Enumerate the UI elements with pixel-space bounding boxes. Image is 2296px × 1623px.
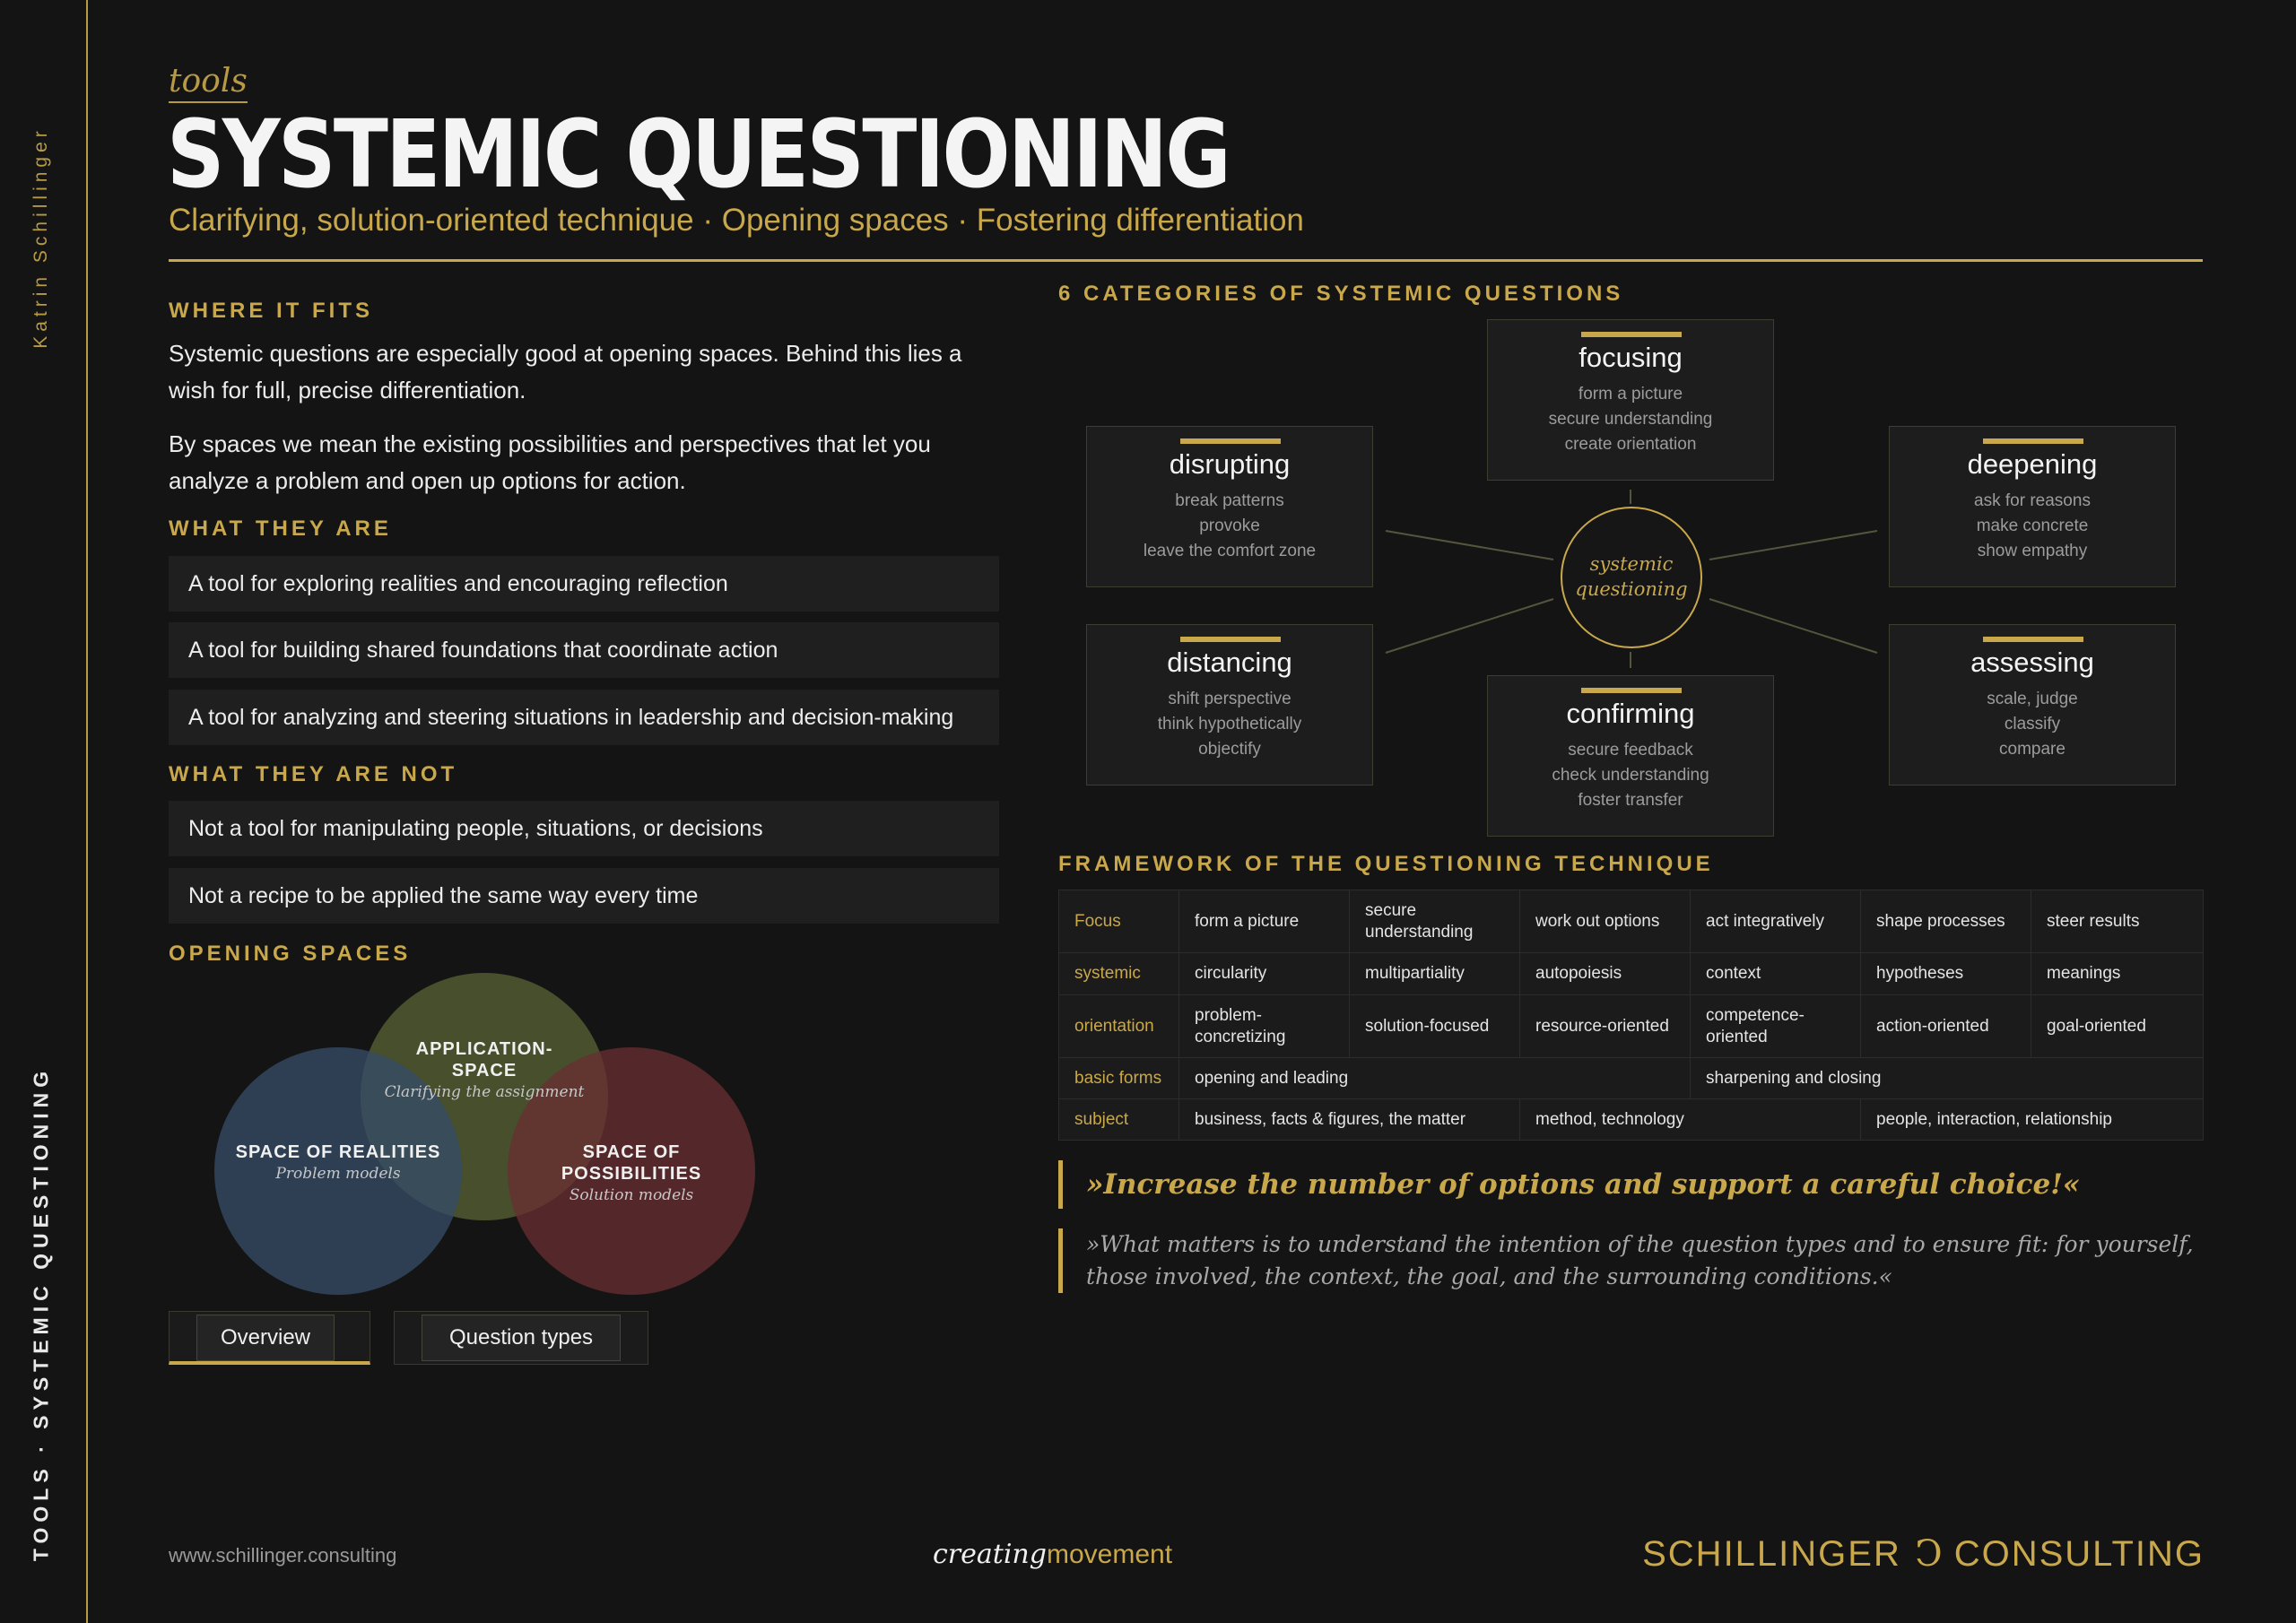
list-item: A tool for building shared foundations that coordinate action	[169, 622, 999, 678]
where-paragraph-2: By spaces we mean the existing possibilities and perspectives that let you analyze a problem and open up options for action.	[169, 430, 931, 494]
category-deepening	[1889, 426, 2176, 587]
category-title: focusing	[1578, 342, 1683, 373]
row-header-basic-forms: basic forms	[1059, 1058, 1179, 1099]
row-header-focus: Focus	[1059, 890, 1179, 953]
tagline-creating: creating	[933, 1539, 1047, 1570]
page-title: SYSTEMIC QUESTIONING	[167, 100, 1230, 209]
table-cell: problem-concretizing	[1179, 995, 1350, 1058]
categories-heading: 6 CATEGORIES OF SYSTEMIC QUESTIONS	[1058, 282, 1624, 306]
table-cell: steer results	[2031, 890, 2204, 953]
tab-overview-label[interactable]: Overview	[196, 1315, 335, 1361]
footer-brand-logo: SCHILLINGER C CONSULTING	[1642, 1533, 2205, 1575]
category-disrupting	[1086, 426, 1373, 587]
table-cell: goal-oriented	[2031, 995, 2204, 1058]
table-cell: method, technology	[1520, 1099, 1861, 1141]
highlight-quote: »Increase the number of options and support a careful choice!«	[1058, 1160, 2080, 1209]
page-kicker: tools	[169, 63, 248, 103]
page-subtitle: Clarifying, solution-oriented technique · Opening spaces · Fostering differentiation	[169, 203, 1304, 238]
secondary-quote: »What matters is to understand the intention of the question types and to ensure fit: for yourself, those involved, the context, the goal, and the surrounding conditions.«	[1058, 1228, 2203, 1293]
realities-space-label: SPACE OF REALITIES	[235, 1142, 441, 1162]
table-cell: sharpening and closing	[1691, 1058, 2204, 1099]
are-heading: WHAT THEY ARE	[169, 516, 392, 541]
table-cell: form a picture	[1179, 890, 1350, 953]
table-cell: shape processes	[1861, 890, 2031, 953]
category-line: compare	[1999, 740, 2066, 759]
category-confirming	[1487, 675, 1774, 837]
footer-tagline	[933, 1539, 1172, 1570]
opening-heading: OPENING SPACES	[169, 942, 412, 966]
category-line: foster transfer	[1578, 791, 1683, 810]
category-line: classify	[2004, 715, 2061, 733]
table-cell: business, facts & figures, the matter	[1179, 1099, 1520, 1141]
category-line: shift perspective	[1168, 690, 1292, 708]
connector-assessing	[1709, 599, 1877, 653]
possibilities-space-label: SPACE OF POSSIBILITIES	[561, 1142, 702, 1184]
footer-url[interactable]: www.schillinger.consulting	[169, 1544, 397, 1567]
table-cell: act integratively	[1691, 890, 1861, 953]
row-header-systemic: systemic	[1059, 953, 1179, 995]
table-cell: resource-oriented	[1520, 995, 1691, 1058]
tab-question-types-label[interactable]: Question types	[422, 1315, 621, 1361]
systemic-questioning-hub: systemic questioning	[1561, 507, 1702, 648]
category-line: secure understanding	[1548, 410, 1713, 429]
where-heading: WHERE IT FITS	[169, 299, 373, 323]
realities-space-sub: Problem models	[275, 1165, 401, 1183]
list-item: A tool for analyzing and steering situations in leadership and decision-making	[169, 690, 999, 745]
table-cell: people, interaction, relationship	[1861, 1099, 2204, 1141]
category-accent-bar	[1581, 332, 1682, 337]
category-distancing	[1086, 624, 1373, 785]
table-cell: hypotheses	[1861, 953, 2031, 995]
category-accent-bar	[1983, 637, 2083, 642]
table-cell: multipartiality	[1350, 953, 1520, 995]
category-title: confirming	[1566, 698, 1695, 729]
list-item: A tool for exploring realities and encouraging reflection	[169, 556, 999, 612]
table-cell: action-oriented	[1861, 995, 2031, 1058]
category-title: distancing	[1167, 647, 1292, 678]
category-line: create orientation	[1564, 435, 1697, 454]
sidebar-author: Katrin Schillinger	[30, 126, 51, 349]
connector-distancing	[1386, 599, 1553, 653]
table-cell: solution-focused	[1350, 995, 1520, 1058]
category-focusing	[1487, 319, 1774, 481]
tagline-movement: movement	[1046, 1540, 1173, 1569]
category-title: disrupting	[1169, 448, 1291, 480]
table-cell: opening and leading	[1179, 1058, 1691, 1099]
are-not-heading: WHAT THEY ARE NOT	[169, 762, 458, 786]
table-cell: meanings	[2031, 953, 2204, 995]
category-line: show empathy	[1977, 542, 2088, 560]
category-accent-bar	[1581, 688, 1682, 693]
application-space-label: APPLICATION- SPACE	[415, 1039, 553, 1081]
table-cell: work out options	[1520, 890, 1691, 953]
table-cell: competence-oriented	[1691, 995, 1861, 1058]
category-line: objectify	[1198, 740, 1261, 759]
category-accent-bar	[1180, 438, 1281, 444]
where-paragraph-1: Systemic questions are especially good at opening spaces. Behind this lies a wish for full, precise differentiation.	[169, 340, 962, 404]
table-row	[1059, 1058, 2204, 1099]
table-row	[1059, 890, 2204, 953]
row-header-subject: subject	[1059, 1099, 1179, 1141]
category-title: deepening	[1967, 448, 2098, 480]
connector-disrupting	[1386, 531, 1553, 560]
table-row	[1059, 1099, 2204, 1141]
table-cell: context	[1691, 953, 1861, 995]
application-space-sub: Clarifying the assignment	[384, 1083, 585, 1101]
table-cell: secure understanding	[1350, 890, 1520, 953]
framework-table	[1058, 890, 2204, 1141]
table-row	[1059, 995, 2204, 1058]
category-line: ask for reasons	[1974, 491, 2091, 510]
list-item: Not a tool for manipulating people, situations, or decisions	[169, 801, 999, 856]
category-line: check understanding	[1552, 766, 1709, 785]
category-line: think hypothetically	[1157, 715, 1302, 733]
connector-deepening	[1709, 531, 1877, 560]
table-cell: circularity	[1179, 953, 1350, 995]
list-item: Not a recipe to be applied the same way every time	[169, 868, 999, 924]
brand-mark-icon: C	[1912, 1533, 1943, 1575]
framework-heading: FRAMEWORK OF THE QUESTIONING TECHNIQUE	[1058, 852, 1714, 876]
sidebar-section-title: TOOLS · SYSTEMIC QUESTIONING	[29, 1065, 53, 1562]
row-header-orientation: orientation	[1059, 995, 1179, 1058]
category-line: break patterns	[1175, 491, 1284, 510]
category-title: assessing	[1970, 647, 2094, 678]
category-accent-bar	[1983, 438, 2083, 444]
possibilities-space-sub: Solution models	[569, 1186, 694, 1204]
category-line: secure feedback	[1568, 741, 1693, 759]
category-accent-bar	[1180, 637, 1281, 642]
category-line: leave the comfort zone	[1143, 542, 1317, 560]
category-assessing	[1889, 624, 2176, 785]
table-cell: autopoiesis	[1520, 953, 1691, 995]
category-line: form a picture	[1578, 385, 1683, 404]
category-line: make concrete	[1976, 516, 2089, 535]
table-row	[1059, 953, 2204, 995]
category-line: scale, judge	[1987, 690, 2078, 708]
category-line: provoke	[1199, 516, 1260, 535]
